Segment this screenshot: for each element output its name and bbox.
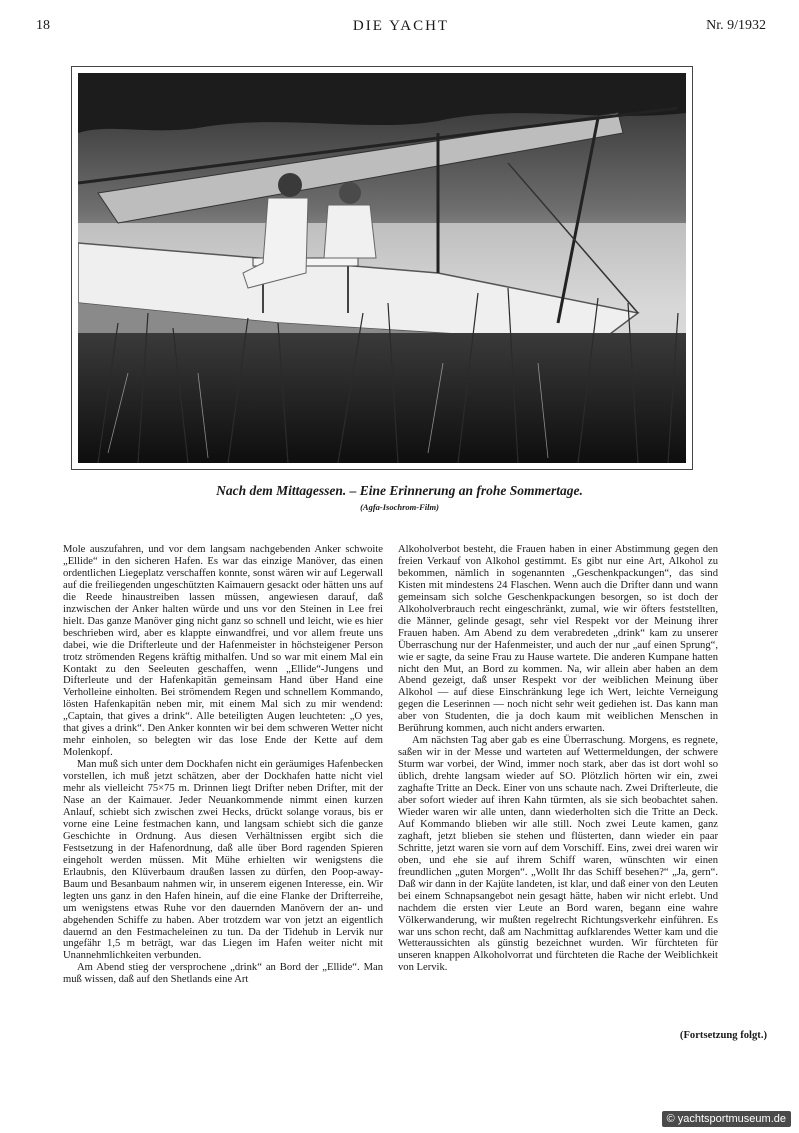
paragraph: Alkoholverbot besteht, die Frauen haben in einer Abstimmung gegen den freien Verkauf von Alkohol gestimmt. Es gibt nur eine Art, Alkohol zu bekommen, nämlich in sogenannten „Geschenkpackungen“, das sind Kisten mit mindestens 24 Flaschen. Wenn auch die Drifter dann und wann gemeinsam sich solche Geschenkpackungen besorgen, so ist doch der Alkoholverbrauch recht eingeschränkt, zumal, wie wir öfters feststellten, die Männer, gelinde gesagt, sehr viel Respekt vor der Meinung ihrer Frauen haben. Am Abend zu dem verabredeten „drink“ kam zu unserer Überraschung nur der Hafenmeister, und auch der nur „auf einen Sprung“, wie er sagte, da seine Frau zu Hause wartete. Die anderen Kumpane hatten nicht den Mut, an Bord zu kommen. Na, wir allein aber haben an dem Abend gezeigt, daß unser Respekt vor der weiblichen Meinung über Alkohol — auf diese Einschränkung lege ich Wert, leichte Verneigung gegen die Leserinnen — noch nicht sehr weit gediehen ist. Das kann man aber von Studenten, die ja doch kaum mit weiblichen Menschen in Berührung kommen, auch nicht anders erwarten. [398,544,718,735]
photo-image [78,73,686,463]
masthead: DIE YACHT [352,18,450,34]
paragraph: Am Abend stieg der versprochene „drink“ an Bord der „Ellide“. Man muß wissen, daß auf den Shetlands eine Art [63,962,383,986]
article-left-column [63,544,383,986]
issue-number: Nr. 9/1932 [706,18,766,33]
photo-caption: Nach dem Mittagessen. – Eine Erinnerung an frohe Sommertage. [216,483,583,498]
photo-credit: (Agfa-Isochrom-Film) [360,502,439,512]
article-right-column [398,544,718,974]
paragraph: Man muß sich unter dem Dockhafen nicht ein geräumiges Hafenbecken vorstellen, ich muß jetzt schätzen, aber der Dockhafen hatte nicht viel mehr als vielleicht 75×75 m. Drinnen liegt Drifter neben Drifter, mit der Nase an der Kaimauer. Jeder Neuankommende nimmt einen kurzen Anlauf, schiebt sich zwischen zwei Hecks, drückt solange voraus, bis er vorne eine Leine festmachen kann, und langsam schiebt sich die ganze Geschichte in Ordnung. Aus diesen Verhältnissen ergibt sich die Festsetzung in der Hafenordnung, daß alle über Bord ragenden Spieren eingeholt werden müssen. Mit Mühe erhielten wir wenigstens die Erlaubnis, den Klüverbaum draußen lassen zu dürfen, den Poop-away-Baum und Besanbaum nahmen wir, in unserem eigenen Interesse, ein. Wir legten uns ganz in den Hafen hinein, auf die eine Flanke der Drifterreihe, um wenigstens etwas Ruhe vor den dauernden Manövern der an- und abgehenden Schiffe zu haben. Aber trotzdem war von jetzt an eigentlich dauernd an den Festmacheleinen zu tun. Da der Tidehub in Lervik nur ungefähr 1,5 m beträgt, war das Liegen im Hafen weiter nicht mit Unannehmlichkeiten verbunden. [63,759,383,962]
copyright-watermark: © yachtsportmuseum.de [662,1111,791,1127]
sailboat-photo [71,66,693,470]
page-header [36,18,766,38]
paragraph: Am nächsten Tag aber gab es eine Überraschung. Morgens, es regnete, saßen wir in der Messe und warteten auf Wettermeldungen, der schwere Sturm war vorbei, der Wind, immer noch stark, aber das ist dort wohl so üblich, drehte langsam wieder auf SO. Plötzlich hörten wir ein, zwei zaghafte Tritte an Deck. Einer von uns schaute nach. Zwei Drifterleute, die aber sofort wieder auf ihren Kahn türmten, als sie sich beobachtet sahen. Wieder waren wir alle unten, dann wiederholten sich die Tritte an Deck. Auf Kommando blieben wir alle still. Noch zwei Leute kamen, ganz zaghaft, jetzt blieben sie stehen und flüsterten, dann wieder ein paar Schritte, jetzt waren sie vorn auf dem Vorschiff. Eins, zwei drei waren wir oben, und ehe sie auf ihrem Schiff waren, wünschten wir einen freundlichen „guten Morgen“. „Wollt Ihr das Schiff besehen?“ „Ja, gern“. Daß wir dann in der Kajüte landeten, ist klar, und daß einer von den Leuten bei einem Schnapsangebot nein gesagt hätte, haben wir nicht erlebt. Und nachdem die ersten vier Leute an Bord waren, begann eine wahre Völkerwanderung, wir mußten regelrecht Richtungsverkehr einführen. Es war uns schon recht, daß am Nachmittag aufklarendes Wetter kam und die Wetteraussichten als günstig bezeichnet wurden. Wir fürchteten für unseren knappen Alkoholvorrat und fürchteten die Rache der Weiblichkeit von Lervik. [398,735,718,974]
paragraph: Mole auszufahren, und vor dem langsam nachgebenden Anker schwoite „Ellide“ in den sicheren Hafen. Es war das einzige Manöver, das einen ordentlichen Liegeplatz verschaffen konnte, sonst wären wir auf Legerwall auf die freiliegenden ungeschützten Kaimauern gesackt oder hätten uns auf die Reede hinaustreiben lassen müssen, angewiesen darauf, daß inzwischen der Anker halten würde und uns vor den Steinen in Lee frei hielt. Das ganze Manöver ging nicht ganz so schnell und leicht, wie es hier beschrieben wird, aber es klappte einwandfrei, und vor allem freute uns dabei, wie die Drifterleute und der Hafenmeister in höchsteigener Person trotz strömenden Regens kräftig mithalfen. Und so war mit einem Mal ein Kontakt zu den Seeleuten geschaffen, wenn „Ellide“-Jungens und Difterleute und der Hafenkapitän gemeinsam Hand über Hand eine Verholleine einholten. Bei strömendem Regen und schnellem Kommando, lösten Hafenkapitän neben mir, mit einem Mal sich zu mir wendend: „Captain, that gives a drink“. Alle beteiligten Augen leuchteten: „O yes, that gives a drink“. Den Anker konnten wir bei dem schweren Wetter nicht mehr einholen, so belegten wir das lose Ende der Kette auf dem Molenkopf. [63,544,383,759]
continuation-note: (Fortsetzung folgt.) [679,1030,767,1041]
page-number: 18 [36,18,50,33]
